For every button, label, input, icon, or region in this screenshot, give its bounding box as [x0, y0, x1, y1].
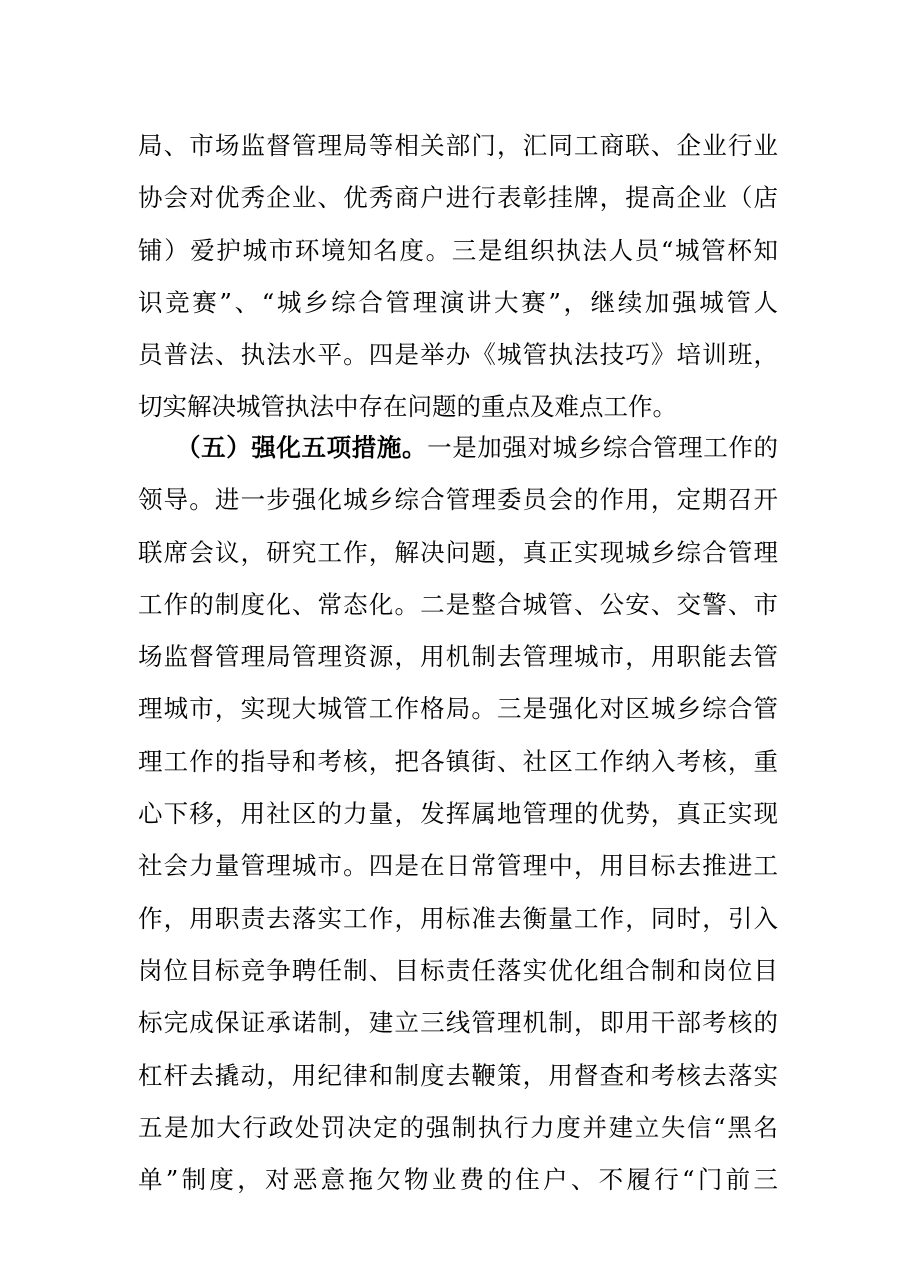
paragraph-line: 五是加大行政处罚决定的强制执行力度并建立失信“黑名 — [138, 1112, 778, 1142]
paragraph-line: 联席会议，研究工作，解决问题，真正实现城乡综合管理 — [138, 537, 778, 567]
paragraph-line: 协会对优秀企业、优秀商户进行表彰挂牌，提高企业（店 — [138, 183, 778, 213]
paragraph-line: 局、市场监督管理局等相关部门，汇同工商联、企业行业 — [138, 131, 778, 160]
paragraph-line: 标完成保证承诺制，建立三线管理机制，即用干部考核的 — [138, 1008, 778, 1038]
paragraph-line: 铺）爱护城市环境知名度。三是组织执法人员“城管杯知 — [138, 235, 778, 265]
paragraph-line: 员普法、执法水平。四是举办《城管执法技巧》培训班， — [138, 340, 778, 370]
paragraph-line: 杠杆去撬动，用纪律和制度去鞭策，用督查和考核去落实 — [138, 1060, 778, 1090]
paragraph-line: 作，用职责去落实工作，用标准去衡量工作，同时，引入 — [138, 903, 778, 933]
paragraph-line: 场监督管理局管理资源，用机制去管理城市，用职能去管 — [138, 642, 778, 672]
paragraph-line: 切实解决城管执法中存在问题的重点及难点工作。 — [138, 392, 677, 422]
paragraph-line: 社会力量管理城市。四是在日常管理中，用目标去推进工 — [138, 851, 778, 881]
paragraph-line: 理城市，实现大城管工作格局。三是强化对区城乡综合管 — [138, 694, 778, 724]
paragraph-line: 工作的制度化、常态化。二是整合城管、公安、交警、市 — [138, 589, 778, 619]
paragraph-line-text: 一是加强对城乡综合管理工作的 — [427, 433, 779, 462]
paragraph-line: 心下移，用社区的力量，发挥属地管理的优势，真正实现 — [138, 799, 778, 829]
paragraph-1 — [138, 120, 778, 434]
paragraph-line: 识竞赛”、“城乡综合管理演讲大赛”，继续加强城管人 — [138, 287, 778, 317]
paragraph-line: 岗位目标竞争聘任制、目标责任落实优化组合制和岗位目 — [138, 955, 778, 985]
paragraph-first-line — [138, 422, 778, 474]
paragraph-2 — [138, 422, 778, 1206]
paragraph-line: 理工作的指导和考核，把各镇街、社区工作纳入考核，重 — [138, 746, 778, 776]
paragraph-line: 单”制度，对恶意拖欠物业费的住户、不履行“门前三 — [138, 1165, 778, 1195]
paragraph-line: 领导。进一步强化城乡综合管理委员会的作用，定期召开 — [138, 485, 778, 515]
section-heading: （五）强化五项措施。 — [176, 433, 428, 462]
